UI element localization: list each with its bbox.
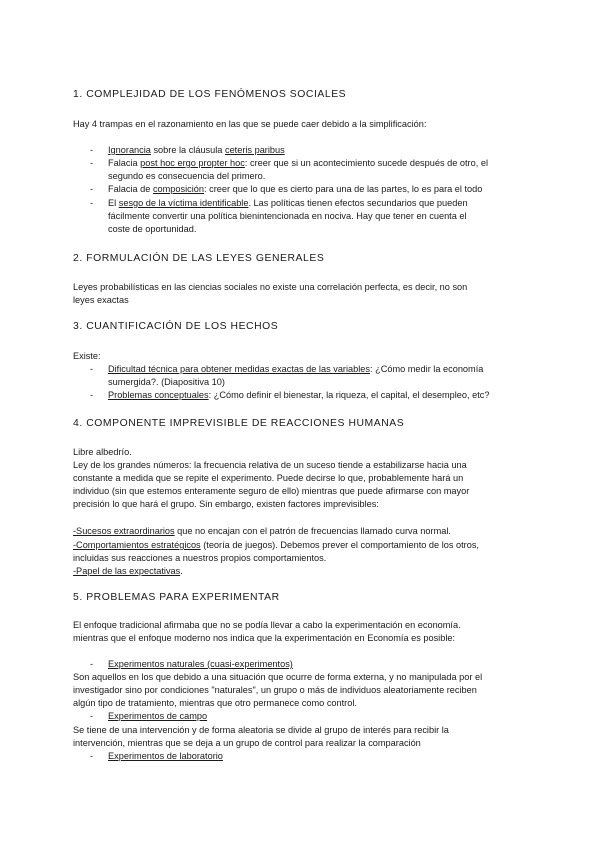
s1-bullet-1 <box>108 144 285 157</box>
bullet-dash: - <box>90 751 94 761</box>
ignorancia-term: Ignorancia <box>108 145 151 155</box>
section-2-heading: 2. FORMULACIÓN DE LAS LEYES GENERALES <box>73 253 325 264</box>
s5-bullet-1 <box>108 658 293 671</box>
text: . <box>180 566 183 576</box>
section-5-line: algún tipo de tratamiento, mientras que otro permanece como control. <box>73 698 357 708</box>
section-4-line: Libre albedrío. <box>73 447 132 457</box>
s1-bullet-2-cont: segundo es consecuencia del primero. <box>108 171 266 181</box>
section-3-heading: 3. CUANTIFICACIÓN DE LOS HECHOS <box>73 321 279 332</box>
expectativas-term: -Papel de las expectativas <box>73 566 181 576</box>
s4-point-2 <box>73 539 479 552</box>
composicion-term: composición <box>152 184 205 194</box>
section-2-line: Leyes probabilísticas en las ciencias sociales no existe una correlación perfecta, es decir, no son <box>73 282 468 292</box>
section-4-line: Ley de los grandes números: la frecuencia relativa de un suceso tiende a estabilizarse hacia una <box>73 460 467 470</box>
bullet-dash: - <box>90 145 94 155</box>
bullet-dash: - <box>90 198 94 208</box>
bullet-dash: - <box>90 711 94 721</box>
section-4-heading: 4. COMPONENTE IMPREVISIBLE DE REACCIONES HUMANAS <box>73 418 405 429</box>
section-5-line: El enfoque tradicional afirmaba que no se podía llevar a cabo la experimentación en economía. <box>73 620 461 630</box>
s3-bullet-2 <box>108 389 490 402</box>
text: sobre la cláusula <box>150 145 225 155</box>
section-2-line: leyes exactas <box>73 295 129 305</box>
s4-point-3 <box>73 565 183 578</box>
section-5-line: intervención, mientras que se deja a un grupo de control para realizar la comparación <box>73 738 421 748</box>
section-4-line: individuo (sin que estemos enteramente seguro de ello) mientras que puede afirmarse con mayor <box>73 486 470 496</box>
text: : creer que lo que es cierto para una de las partes, lo es para el todo <box>204 184 483 194</box>
bullet-dash: - <box>90 184 94 194</box>
text: : ¿Cómo definir el bienestar, la riqueza, el capital, el desempleo, etc? <box>208 390 490 400</box>
section-1-heading: 1. COMPLEJIDAD DE LOS FENÓMENOS SOCIALES <box>73 89 347 100</box>
section-3-intro: Existe: <box>73 351 101 361</box>
section-4-line: constante a medida que se repite el experimento. Puede decirse lo que, probablemente hará un <box>73 473 464 483</box>
text: Falacia <box>108 158 141 168</box>
section-4-line: precisión lo que hará el grupo. Sin embargo, existen factores imprevisibles: <box>73 499 379 509</box>
s5-bullet-2 <box>108 710 207 723</box>
s4-point-2-cont: incluidas sus reacciones a nuestros propios comportamientos. <box>73 553 327 563</box>
s3-bullet-1-cont: sumergida?. (Diapositiva 10) <box>108 377 225 387</box>
sucesos-term: -Sucesos extraordinarios <box>73 526 175 536</box>
s3-bullet-1 <box>108 363 483 376</box>
problemas-conceptuales-term: Problemas conceptuales <box>108 390 209 400</box>
comportamientos-term: -Comportamientos estratégicos <box>73 540 201 550</box>
section-5-line: Son aquellos en los que debido a una situación que ocurre de forma externa, y no manipulada por el <box>73 672 483 682</box>
dificultad-tecnica-term: Dificultad técnica para obtener medidas exactas de las variables <box>108 364 370 374</box>
text: : ¿Cómo medir la economía <box>370 364 484 374</box>
text: que no encajan con el patrón de frecuencias llamado curva normal. <box>174 526 451 536</box>
s1-bullet-4-cont: fácilmente convertir una política bienintencionada en nociva. Hay que tener en cuenta el <box>108 211 467 221</box>
text: Falacia de <box>108 184 153 194</box>
post-hoc-term: post hoc ergo propter hoc <box>140 158 245 168</box>
s1-bullet-4 <box>108 197 468 210</box>
section-5-line: mientras que el enfoque moderno nos indica que la experimentación en Economía es posible: <box>73 633 456 643</box>
section-5-line: investigador sino por condiciones "naturales", un grupo o más de individuos aleatoriamente reciben <box>73 685 477 695</box>
s1-bullet-4-cont: coste de oportunidad. <box>108 224 197 234</box>
section-5-heading: 5. PROBLEMAS PARA EXPERIMENTAR <box>73 592 280 603</box>
s1-bullet-2 <box>108 157 488 170</box>
experimentos-campo-term: Experimentos de campo <box>108 711 208 721</box>
s4-point-1 <box>73 525 451 538</box>
section-5-line: Se tiene de una intervención y de forma aleatoria se divide al grupo de interés para recibir la <box>73 725 449 735</box>
section-1-intro: Hay 4 trampas en el razonamiento en las que se puede caer debido a la simplificación: <box>73 119 427 129</box>
s5-bullet-3 <box>108 750 223 763</box>
s1-bullet-3 <box>108 183 482 196</box>
bullet-dash: - <box>90 158 94 168</box>
text: El <box>108 198 119 208</box>
bullet-dash: - <box>90 390 94 400</box>
ceteris-paribus-term: ceteris paribus <box>224 145 285 155</box>
sesgo-term: sesgo de la víctima identificable <box>118 198 249 208</box>
bullet-dash: - <box>90 659 94 669</box>
text: . Las políticas tienen efectos secundarios que pueden <box>248 198 468 208</box>
text: (teoría de juegos). Debemos prever el comportamiento de los otros, <box>200 540 479 550</box>
experimentos-laboratorio-term: Experimentos de laboratorio <box>108 751 223 761</box>
text: : creer que si un acontecimiento sucede después de otro, el <box>244 158 488 168</box>
experimentos-naturales-term: Experimentos naturales (cuasi-experimentos) <box>108 659 293 669</box>
bullet-dash: - <box>90 364 94 374</box>
